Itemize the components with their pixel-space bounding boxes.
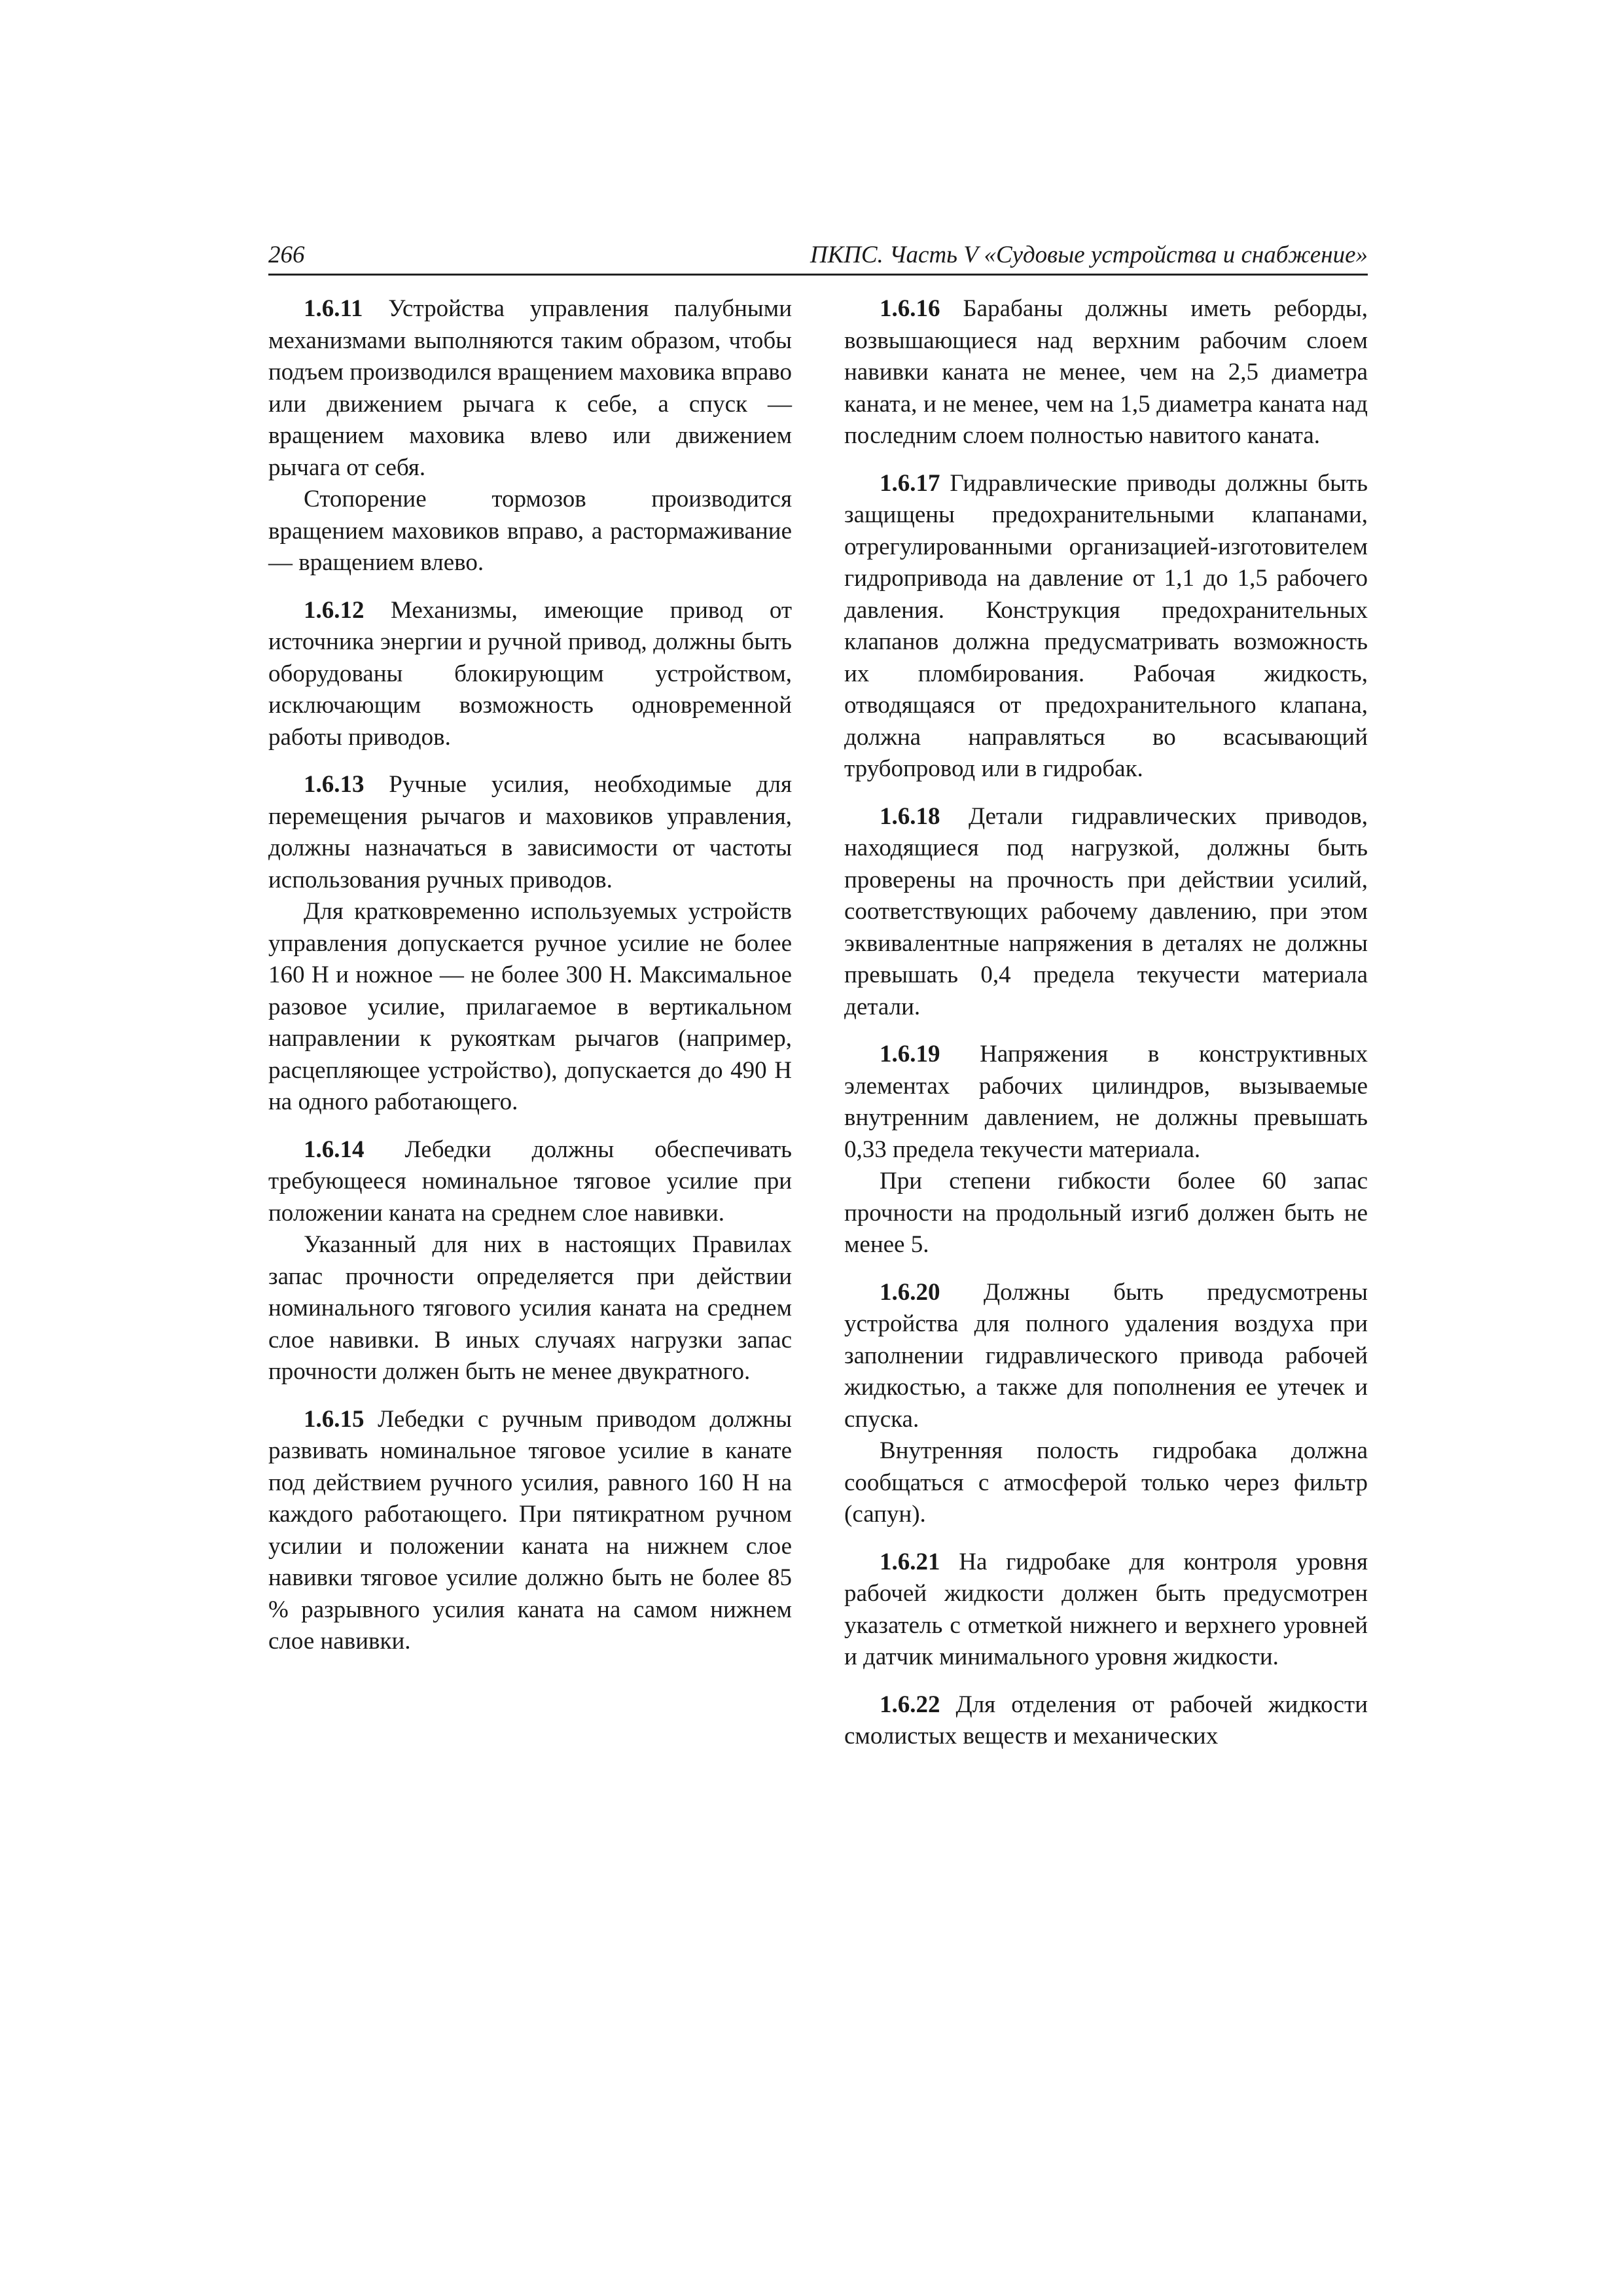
- paragraph-text: Напряжения в конструктивных элементах рабочих цилиндров, вызываемые внутренним давлением, не должны превышать 0,33 предела текучести материала.: [844, 1041, 1368, 1163]
- paragraph-1-6-22: [844, 1689, 1368, 1753]
- paragraph-text: Внутренняя полость гидробака должна сообщаться с атмосферой только через фильтр (сапун).: [844, 1437, 1368, 1528]
- paragraph-text: Должны быть предусмотрены устройства для полного удаления воздуха при заполнении гидравлического привода рабочей жидкостью, а также для пополнения ее утечек и спуска.: [844, 1278, 1368, 1433]
- paragraph-1-6-12: [268, 595, 792, 754]
- paragraph-continuation: [268, 896, 792, 1119]
- paragraph-continuation: [268, 484, 792, 579]
- clause-number: 1.6.20: [880, 1278, 940, 1306]
- clause-number: 1.6.19: [880, 1041, 940, 1067]
- page-number: 266: [268, 242, 305, 268]
- paragraph-1-6-14: [268, 1134, 792, 1230]
- page-header: [268, 237, 1368, 274]
- paragraph-text: Устройства управления палубными механизмами выполняются таким образом, чтобы подъем производился вращением маховика вправо или движением рычага к себе, а спуск — вращением маховика влево или движением рычага от себя.: [268, 295, 792, 481]
- clause-number: 1.6.12: [304, 596, 365, 624]
- paragraph-continuation: [844, 1435, 1368, 1531]
- paragraph-1-6-15: [268, 1404, 792, 1658]
- clause-number: 1.6.11: [304, 295, 363, 322]
- paragraph-text: При степени гибкости более 60 запас прочности на продольный изгиб должен быть не менее 5.: [844, 1168, 1368, 1258]
- clause-number: 1.6.13: [304, 771, 365, 798]
- paragraph-1-6-18: [844, 801, 1368, 1024]
- paragraph-1-6-11: [268, 293, 792, 484]
- paragraph-text: На гидробаке для контроля уровня рабочей жидкости должен быть предусмотрен указатель с отметкой нижнего и верхнего уровней и датчик минимального уровня жидкости.: [844, 1548, 1368, 1670]
- paragraph-text: Стопорение тормозов производится вращением маховиков вправо, а растормаживание — вращением влево.: [268, 486, 792, 576]
- paragraph-text: Механизмы, имеющие привод от источника энергии и ручной привод, должны быть оборудованы блокирующим устройством, исключающим возможность одновременной работы приводов.: [268, 596, 792, 751]
- paragraph-text: Для кратковременно используемых устройств управления допускается ручное усилие не более 160 Н и ножное — не более 300 Н. Максимальное разовое усилие, прилагаемое в вертикальном направлении к рукояткам рычагов (например, расцепляющее устройство), допускается до 490 Н на одного работающего.: [268, 898, 792, 1115]
- clause-number: 1.6.17: [880, 469, 940, 497]
- paragraph-1-6-20: [844, 1277, 1368, 1436]
- paragraph-text: Лебедки с ручным приводом должны развивать номинальное тяговое усилие в канате под действием ручного усилия, равного 160 Н на каждого работающего. При пятикратном ручном усилии и положении каната на нижнем слое навивки тяговое усилие должно быть не более 85 % разрывного усилия каната на самом нижнем слое навивки.: [268, 1405, 792, 1655]
- header-rule: [268, 274, 1368, 276]
- paragraph-text: Лебедки должны обеспечивать требующееся номинальное тяговое усилие при положении каната на среднем слое навивки.: [268, 1136, 792, 1227]
- clause-number: 1.6.22: [880, 1691, 940, 1718]
- left-column: [268, 293, 792, 1658]
- right-column: [844, 293, 1368, 1753]
- paragraph-text: Ручные усилия, необходимые для перемещения рычагов и маховиков управления, должны назначаться в зависимости от частоты использования ручных приводов.: [268, 771, 792, 893]
- clause-number: 1.6.14: [304, 1136, 365, 1163]
- paragraph-1-6-21: [844, 1547, 1368, 1674]
- paragraph-continuation: [268, 1229, 792, 1388]
- paragraph-text: Указанный для них в настоящих Правилах запас прочности определяется при действии номинального тягового усилия каната на среднем слое навивки. В иных случаях нагрузки запас прочности должен быть не менее двукратного.: [268, 1231, 792, 1385]
- paragraph-1-6-19: [844, 1039, 1368, 1166]
- paragraph-text: Детали гидравлических приводов, находящиеся под нагрузкой, должны быть проверены на прочность при действии усилий, соответствующих рабочему давлению, при этом эквивалентные напряжения в деталях не должны превышать 0,4 предела текучести материала детали.: [844, 802, 1368, 1020]
- clause-number: 1.6.15: [304, 1405, 365, 1433]
- running-title: ПКПС. Часть V «Судовые устройства и снабжение»: [810, 242, 1368, 268]
- paragraph-text: Для отделения от рабочей жидкости смолистых веществ и механических: [844, 1691, 1368, 1749]
- paragraph-continuation: [844, 1166, 1368, 1261]
- clause-number: 1.6.18: [880, 802, 940, 830]
- clause-number: 1.6.16: [880, 295, 940, 322]
- paragraph-1-6-13: [268, 769, 792, 896]
- paragraph-text: Гидравлические приводы должны быть защищены предохранительными клапанами, отрегулированными организацией-изготовителем гидропривода на давление от 1,1 до 1,5 рабочего давления. Конструкция предохранительных клапанов должна предусматривать возможность их пломбирования. Рабочая жидкость, отводящаяся от предохранительного клапана, должна направляться во всасывающий трубопровод или в гидробак.: [844, 469, 1368, 782]
- paragraph-text: Барабаны должны иметь реборды, возвышающиеся над верхним рабочим слоем навивки каната не менее, чем на 2,5 диаметра каната, и не менее, чем на 1,5 диаметра каната над последним слоем полностью навитого каната.: [844, 295, 1368, 449]
- paragraph-1-6-16: [844, 293, 1368, 452]
- clause-number: 1.6.21: [880, 1548, 940, 1575]
- paragraph-1-6-17: [844, 468, 1368, 785]
